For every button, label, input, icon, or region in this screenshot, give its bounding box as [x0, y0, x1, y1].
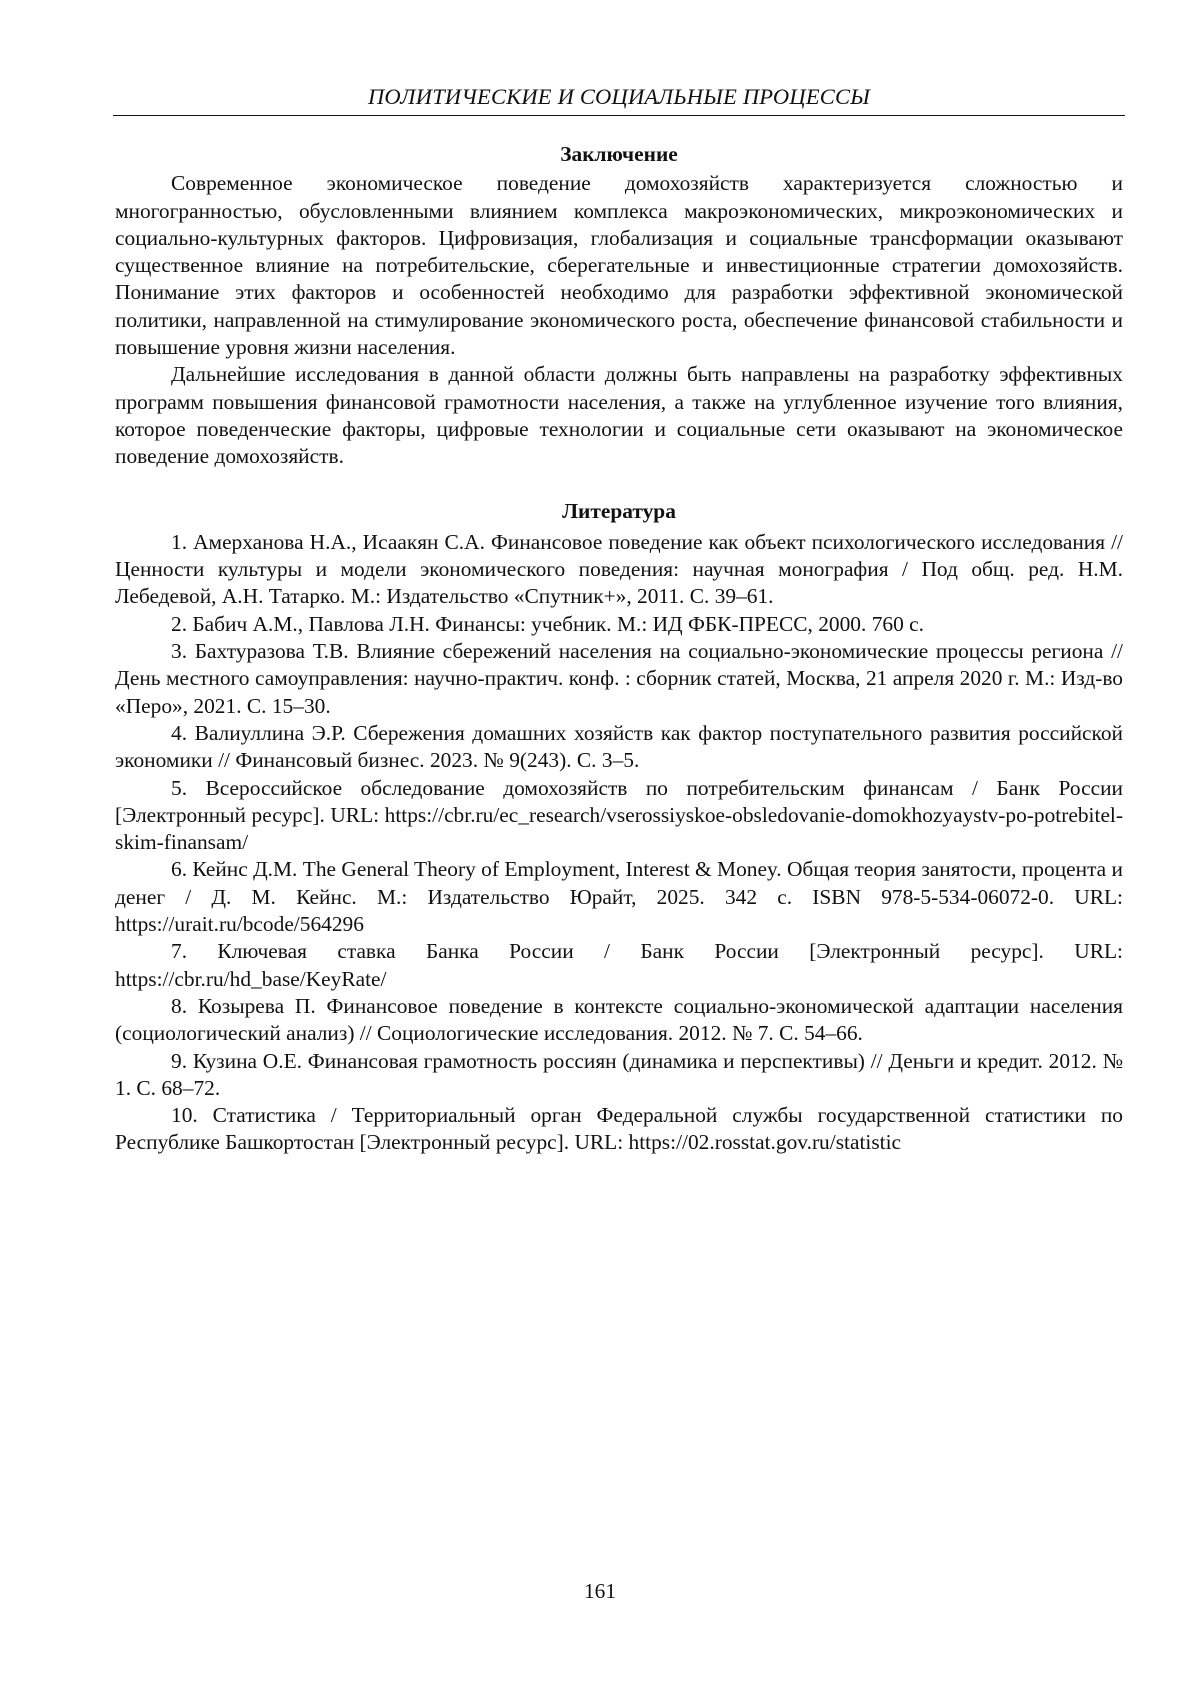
references-heading: Литература	[115, 498, 1123, 525]
reference-item: 9. Кузина О.Е. Финансовая грамотность россиян (динамика и перспективы) // Деньги и кредит. 2012. № 1. С. 68–72.	[115, 1048, 1123, 1103]
reference-item: 4. Валиуллина Э.Р. Сбережения домашних хозяйств как фактор поступательного развития российской экономики // Финансовый бизнес. 2023. № 9(243). С. 3–5.	[115, 720, 1123, 775]
page-content	[115, 141, 1123, 1157]
reference-item: 5. Всероссийское обследование домохозяйств по потребительским финансам / Банк России [Электронный ресурс]. URL: https://cbr.ru/ec_research/vserossiyskoe-obsledovanie-domokhozyaystv-po-potrebitel-skim-finansam/	[115, 775, 1123, 857]
conclusion-heading: Заключение	[115, 141, 1123, 168]
reference-item: 3. Бахтуразова Т.В. Влияние сбережений населения на социально-экономические процессы региона // День местного самоуправления: научно-практич. конф. : сборник статей, Москва, 21 апреля 2020 г. М.: Изд-во «Перо», 2021. С. 15–30.	[115, 638, 1123, 720]
reference-item: 7. Ключевая ставка Банка России / Банк России [Электронный ресурс]. URL: https://cbr.ru/hd_base/KeyRate/	[115, 938, 1123, 993]
reference-item: 8. Козырева П. Финансовое поведение в контексте социально-экономической адаптации населения (социологический анализ) // Социологические исследования. 2012. № 7. С. 54–66.	[115, 993, 1123, 1048]
reference-item: 1. Амерханова Н.А., Исаакян С.А. Финансовое поведение как объект психологического исследования // Ценности культуры и модели экономического поведения: научная монография / Под общ. ред. Н.М. Лебедевой, А.Н. Татарко. М.: Издательство «Спутник+», 2011. С. 39–61.	[115, 529, 1123, 611]
page-number: 161	[0, 1577, 1200, 1605]
document-page	[0, 0, 1200, 1698]
reference-item: 6. Кейнс Д.М. The General Theory of Employment, Interest & Money. Общая теория занятости, процента и денег / Д. М. Кейнс. М.: Издательство Юрайт, 2025. 342 с. ISBN 978-5-534-06072-0. URL: https://urait.ru/bcode/564296	[115, 856, 1123, 938]
references-list	[115, 529, 1123, 1157]
conclusion-paragraph: Современное экономическое поведение домохозяйств характеризуется сложностью и многогранностью, обусловленными влиянием комплекса макроэкономических, микроэкономических и социально-культурных факторов. Цифровизация, глобализация и социальные трансформации оказывают существенное влияние на потребительские, сберегательные и инвестиционные стратегии домохозяйств. Понимание этих факторов и особенностей необходимо для разработки эффективной экономической политики, направленной на стимулирование экономического роста, обеспечение финансовой стабильности и повышение уровня жизни населения.	[115, 170, 1123, 361]
reference-item: 2. Бабич А.М., Павлова Л.Н. Финансы: учебник. М.: ИД ФБК-ПРЕСС, 2000. 760 с.	[115, 611, 1123, 638]
reference-item: 10. Статистика / Территориальный орган Федеральной службы государственной статистики по Республике Башкортостан [Электронный ресурс]. URL: https://02.rosstat.gov.ru/statistic	[115, 1102, 1123, 1157]
conclusion-paragraph: Дальнейшие исследования в данной области должны быть направлены на разработку эффективных программ повышения финансовой грамотности населения, а также на углубленное изучение того влияния, которое поведенческие факторы, цифровые технологии и социальные сети оказывают на экономическое поведение домохозяйств.	[115, 361, 1123, 470]
header-rule	[113, 115, 1125, 116]
running-header: ПОЛИТИЧЕСКИЕ И СОЦИАЛЬНЫЕ ПРОЦЕССЫ	[113, 82, 1125, 112]
